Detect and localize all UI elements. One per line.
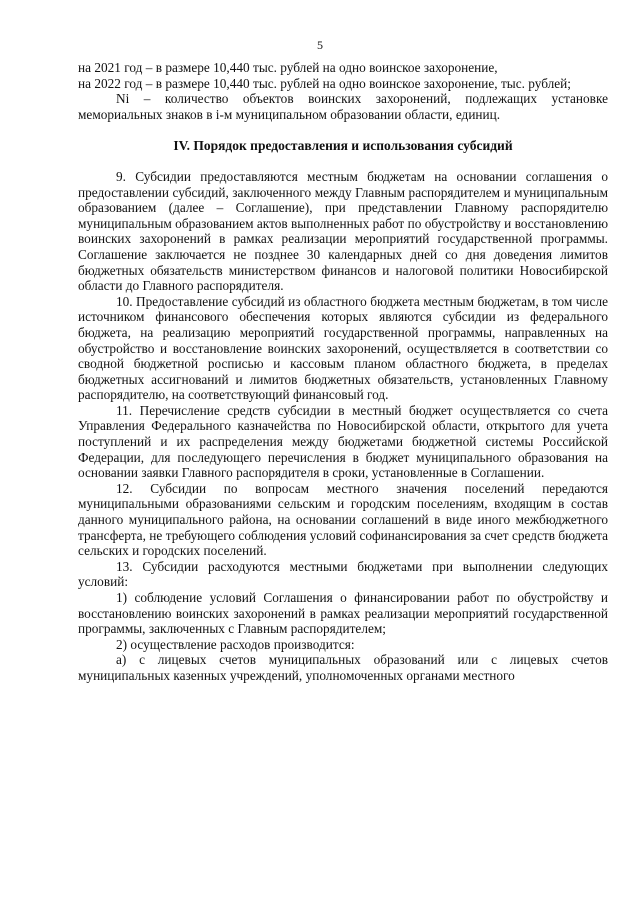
paragraph-11: 11. Перечисление средств субсидии в местный бюджет осуществляется со счета Управления Федерального казначейства по Новосибирской области, открытого для учета поступлений и их распределения между бюджетами бюджетной системы Российской Федерации, для последующего перечисления в бюджет муниципального образования на основании заявки Главного распорядителя в сроки, установленные в Соглашении. [78,402,608,481]
paragraph-13-item-2a: а) с лицевых счетов муниципальных образований или с лицевых счетов муниципальных казенных учреждений, уполномоченных органами местного [78,652,608,683]
document-body [78,60,608,684]
paragraph-13-item-1: 1) соблюдение условий Соглашения о финансировании работ по обустройству и восстановлению воинских захоронений в рамках реализации мероприятий государственной программы, заключенных с Главным распорядителем; [78,590,608,637]
funding-line-2022: на 2022 год – в размере 10,440 тыс. рублей на одно воинское захоронение, тыс. рублей; [78,75,571,91]
paragraph-10: 10. Предоставление субсидий из областного бюджета местным бюджетам, в том числе источником финансового обеспечения которых являются субсидии из федерального бюджета, на реализацию мероприятий государственной программы, направленных на обустройство и восстановление воинских захоронений, осуществляется в соответствии со сводной бюджетной росписью и кассовым планом областного бюджета, в пределах бюджетных ассигнований и лимитов бюджетных обязательств, установленных Главному распорядителю, на соответствующий финансовый год. [78,293,608,403]
funding-line-2021: на 2021 год – в размере 10,440 тыс. рублей на одно воинское захоронение, [78,60,498,75]
page-number: 5 [317,38,323,52]
paragraph-9: 9. Субсидии предоставляются местным бюджетам на основании соглашения о предоставлении субсидий, заключенного между Главным распорядителем и муниципальным образованием (далее – Соглашение), при представлении Главному распорядителю муниципальным образованием актов выполненных работ по обустройству и восстановлению воинских захоронений в рамках реализации мероприятий государственной программы. Соглашение заключается не позднее 30 календарных дней со дня доведения лимитов бюджетных обязательств министерством финансов и налоговой политики Новосибирской области до Главного распорядителя. [78,168,608,294]
section-heading: IV. Порядок предоставления и использования субсидий [173,138,513,154]
paragraph-12: 12. Субсидии по вопросам местного значения поселений передаются муниципальными образованиями сельским и городским поселениям, входящим в состав данного муниципального района, на основании соглашений в виде иного межбюджетного трансферта, не требующего соблюдения условий софинансирования за счет средств бюджета сельских и городских поселений. [78,480,608,559]
ni-definition: Ni – количество объектов воинских захоронений, подлежащих установке мемориальных знаков в i-м муниципальном образовании области, единиц. [78,91,608,122]
paragraph-13-item-2: 2) осуществление расходов производится: [116,636,355,652]
paragraph-13: 13. Субсидии расходуются местными бюджетами при выполнении следующих условий: [78,558,608,590]
